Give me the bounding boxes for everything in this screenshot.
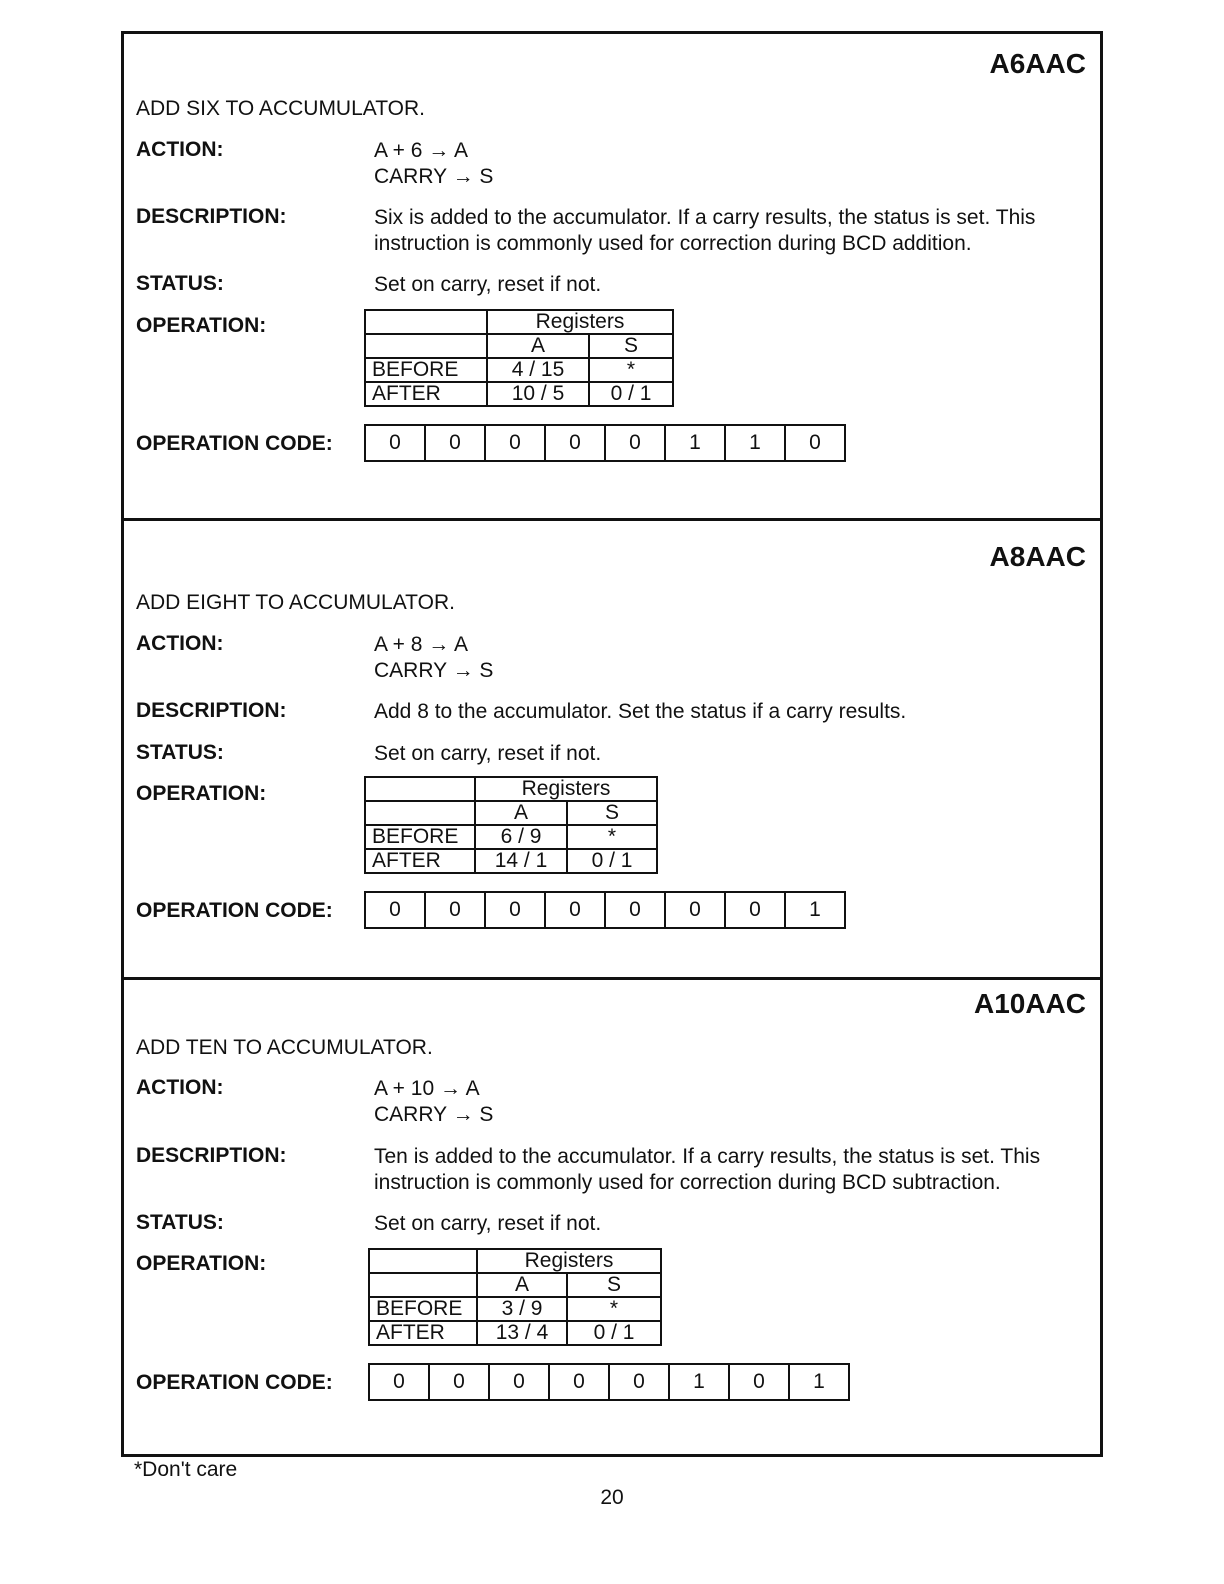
operation-code-bits bbox=[368, 1363, 850, 1401]
register-s-header: S bbox=[589, 334, 673, 358]
operation-code-label: OPERATION CODE: bbox=[136, 899, 333, 922]
table-corner-cell bbox=[365, 310, 487, 334]
status-text: Set on carry, reset if not. bbox=[374, 1212, 602, 1235]
after-a-value: 14 / 1 bbox=[475, 849, 567, 873]
before-s-value: * bbox=[567, 1297, 661, 1321]
opcode-bit: 0 bbox=[606, 893, 666, 927]
opcode-bit: 1 bbox=[813, 1370, 825, 1393]
action-line-2: CARRY → S bbox=[374, 1103, 494, 1126]
action-line-1: A + 10 → A bbox=[374, 1077, 480, 1100]
after-a-value: 10 / 5 bbox=[487, 382, 589, 406]
before-s-value: * bbox=[567, 825, 657, 849]
opcode-bit: 1 bbox=[809, 898, 821, 921]
opcode-bit: 0 bbox=[426, 893, 486, 927]
action-value bbox=[374, 1076, 493, 1128]
after-row-label: AFTER bbox=[365, 849, 475, 873]
page-number: 20 bbox=[600, 1486, 624, 1509]
opcode-bit: 0 bbox=[666, 893, 726, 927]
action-line-1: A + 6 → A bbox=[374, 139, 468, 162]
status-label: STATUS: bbox=[136, 741, 224, 764]
opcode-bit: 0 bbox=[546, 893, 606, 927]
register-a-header: A bbox=[475, 801, 567, 825]
operation-label: OPERATION: bbox=[136, 314, 267, 337]
description-text: Ten is added to the accumulator. If a carry results, the status is set. This instruction is commonly used for correction during BCD subtraction. bbox=[374, 1145, 1041, 1194]
before-a-value: 6 / 9 bbox=[475, 825, 567, 849]
table-empty-cell bbox=[365, 801, 475, 825]
before-row-label: BEFORE bbox=[365, 825, 475, 849]
instruction-title: ADD TEN TO ACCUMULATOR. bbox=[136, 1036, 433, 1059]
footnote: *Don't care bbox=[134, 1458, 238, 1481]
after-s-value: 0 / 1 bbox=[567, 849, 657, 873]
status-text: Set on carry, reset if not. bbox=[374, 273, 602, 296]
instruction-title: ADD SIX TO ACCUMULATOR. bbox=[136, 97, 426, 120]
before-row-label: BEFORE bbox=[369, 1297, 477, 1321]
operation-code-label: OPERATION CODE: bbox=[136, 1371, 333, 1394]
after-row-label: AFTER bbox=[365, 382, 487, 406]
instruction-section-a10aac bbox=[124, 980, 1100, 1454]
table-corner-cell bbox=[369, 1249, 477, 1273]
description-text: Add 8 to the accumulator. Set the status if a carry results. bbox=[374, 700, 907, 723]
registers-header: Registers bbox=[487, 310, 673, 334]
after-a-value: 13 / 4 bbox=[477, 1321, 567, 1345]
table-empty-cell bbox=[365, 334, 487, 358]
action-value bbox=[374, 138, 493, 190]
opcode-bit: 0 bbox=[606, 426, 666, 460]
opcode-bit: 0 bbox=[366, 426, 426, 460]
description-label: DESCRIPTION: bbox=[136, 699, 287, 722]
status-text: Set on carry, reset if not. bbox=[374, 742, 602, 765]
instruction-section-a8aac bbox=[124, 521, 1100, 980]
before-s-value: * bbox=[589, 358, 673, 382]
operation-label: OPERATION: bbox=[136, 1252, 267, 1275]
instruction-title: ADD EIGHT TO ACCUMULATOR. bbox=[136, 591, 455, 614]
opcode-bit: 0 bbox=[546, 426, 606, 460]
registers-header: Registers bbox=[477, 1249, 661, 1273]
status-label: STATUS: bbox=[136, 1211, 224, 1234]
opcode-bit: 0 bbox=[809, 431, 821, 454]
registers-header: Registers bbox=[475, 777, 657, 801]
description-label: DESCRIPTION: bbox=[136, 1144, 287, 1167]
register-a-header: A bbox=[477, 1273, 567, 1297]
operation-code-bits bbox=[364, 891, 846, 929]
instruction-code: A10AAC bbox=[973, 988, 1086, 1019]
opcode-bit: 0 bbox=[486, 893, 546, 927]
opcode-bit: 0 bbox=[426, 426, 486, 460]
action-label: ACTION: bbox=[136, 1076, 224, 1099]
opcode-bit: 1 bbox=[670, 1365, 730, 1399]
instruction-code: A8AAC bbox=[989, 541, 1086, 572]
before-a-value: 3 / 9 bbox=[477, 1297, 567, 1321]
action-line-2: CARRY → S bbox=[374, 659, 494, 682]
opcode-bit: 0 bbox=[490, 1365, 550, 1399]
opcode-bit: 0 bbox=[486, 426, 546, 460]
action-line-2: CARRY → S bbox=[374, 165, 494, 188]
operation-table bbox=[368, 1248, 662, 1346]
table-empty-cell bbox=[369, 1273, 477, 1297]
table-corner-cell bbox=[365, 777, 475, 801]
description-label: DESCRIPTION: bbox=[136, 205, 287, 228]
instruction-section-a6aac bbox=[124, 34, 1100, 521]
opcode-bit: 1 bbox=[666, 426, 726, 460]
register-a-header: A bbox=[487, 334, 589, 358]
after-s-value: 0 / 1 bbox=[589, 382, 673, 406]
operation-label: OPERATION: bbox=[136, 782, 267, 805]
action-label: ACTION: bbox=[136, 138, 224, 161]
action-value bbox=[374, 632, 493, 684]
instruction-code: A6AAC bbox=[989, 48, 1086, 79]
opcode-bit: 0 bbox=[430, 1365, 490, 1399]
before-row-label: BEFORE bbox=[365, 358, 487, 382]
opcode-bit: 1 bbox=[726, 426, 786, 460]
opcode-bit: 0 bbox=[730, 1365, 790, 1399]
opcode-bit: 0 bbox=[366, 893, 426, 927]
operation-code-label: OPERATION CODE: bbox=[136, 432, 333, 455]
description-text: Six is added to the accumulator. If a carry results, the status is set. This instruction is commonly used for correction during BCD addition. bbox=[374, 206, 1036, 255]
opcode-bit: 0 bbox=[726, 893, 786, 927]
register-s-header: S bbox=[567, 1273, 661, 1297]
register-s-header: S bbox=[567, 801, 657, 825]
opcode-bit: 0 bbox=[550, 1365, 610, 1399]
status-label: STATUS: bbox=[136, 272, 224, 295]
opcode-bit: 0 bbox=[370, 1365, 430, 1399]
action-line-1: A + 8 → A bbox=[374, 633, 468, 656]
before-a-value: 4 / 15 bbox=[487, 358, 589, 382]
operation-code-bits bbox=[364, 424, 846, 462]
opcode-bit: 0 bbox=[610, 1365, 670, 1399]
after-row-label: AFTER bbox=[369, 1321, 477, 1345]
after-s-value: 0 / 1 bbox=[567, 1321, 661, 1345]
instruction-frame bbox=[121, 31, 1103, 1457]
action-label: ACTION: bbox=[136, 632, 224, 655]
operation-table bbox=[364, 776, 658, 874]
operation-table bbox=[364, 309, 674, 407]
